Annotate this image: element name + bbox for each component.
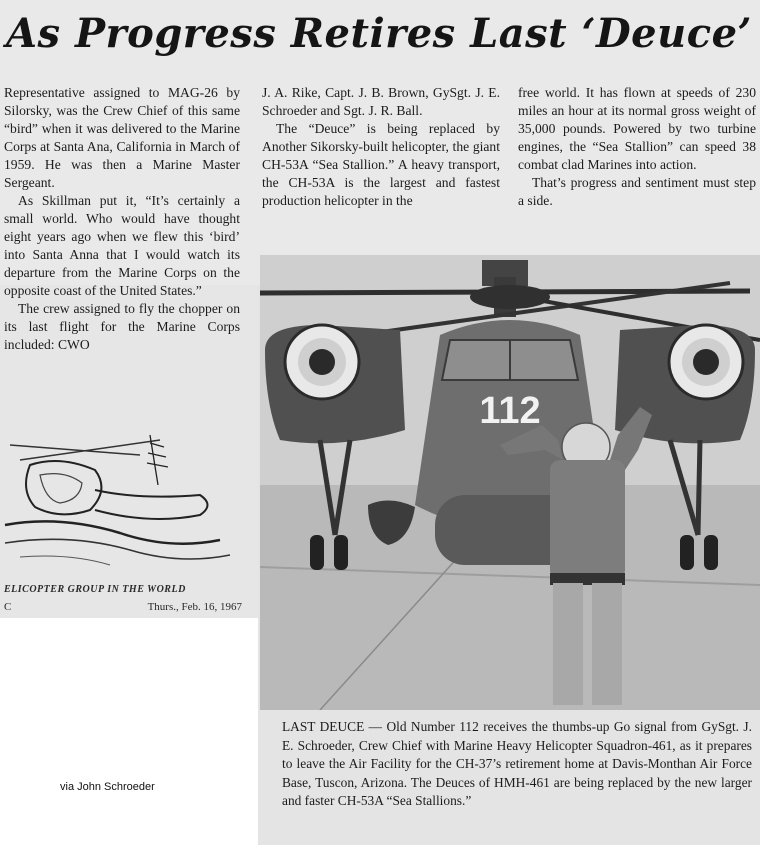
copyright-mark: C	[4, 601, 12, 613]
issue-date: Thurs., Feb. 16, 1967	[147, 601, 242, 613]
paragraph: The “Deuce” is being replaced by Another Sikorsky-built helicopter, the giant CH-53A “Sea Stallion.” A heavy transport, the CH-53A is the largest and fastest production helicopter in the	[262, 121, 500, 208]
article-column-1	[4, 84, 240, 354]
helicopter-logo-sketch	[0, 415, 240, 585]
photo-credit: via John Schroeder	[60, 781, 155, 793]
paragraph: The crew assigned to fly the chopper on its last flight for the Marine Corps included: CWO	[4, 301, 240, 352]
article-column-2	[262, 84, 500, 210]
photo-caption: LAST DEUCE — Old Number 112 receives the thumbs-up Go signal from GySgt. J. E. Schroeder, Crew Chief with Marine Heavy Helicopter Squadron-461, as it prepares to leave the Air Facility for the CH-37’s retirement home at Davis-Monthan Air Force Base, Tuscon, Arizona. The Deuces of HMH-461 are being replaced by the new larger and faster CH-53A “Sea Stallions.”	[282, 719, 752, 808]
footer-org: ELICOPTER GROUP IN THE WORLD	[4, 584, 186, 595]
aircraft-number: 112	[479, 390, 541, 432]
dateline	[4, 601, 242, 613]
paragraph: Representative assigned to MAG-26 by Silorsky, was the Crew Chief of this same “bird” when it was delivered to the Marine Corps at Santa Ana, California in March of 1959. He was then a Marine Master Sergeant.	[4, 85, 240, 190]
paragraph: free world. It has flown at speeds of 230 miles an hour at its normal gross weight of 35,000 pounds. Powered by two turbine engines, the “Sea Stallion” can speed 38 combat clad Marines into action.	[518, 85, 756, 172]
paragraph: As Skillman put it, “It’s certainly a small world. Who would have thought eight years ago when we flew this ‘bird’ into Santa Anna that I would watch its departure from the Marine Corps on the opposite coast of the United States.”	[4, 193, 240, 298]
article-column-3	[518, 84, 756, 210]
helicopter-photo	[260, 255, 760, 710]
headline: As Progress Retires Last ‘Deuce’	[6, 10, 752, 57]
paragraph: J. A. Rike, Capt. J. B. Brown, GySgt. J. E. Schroeder and Sgt. J. R. Ball.	[262, 85, 500, 118]
paragraph: That’s progress and sentiment must step a side.	[518, 175, 756, 208]
